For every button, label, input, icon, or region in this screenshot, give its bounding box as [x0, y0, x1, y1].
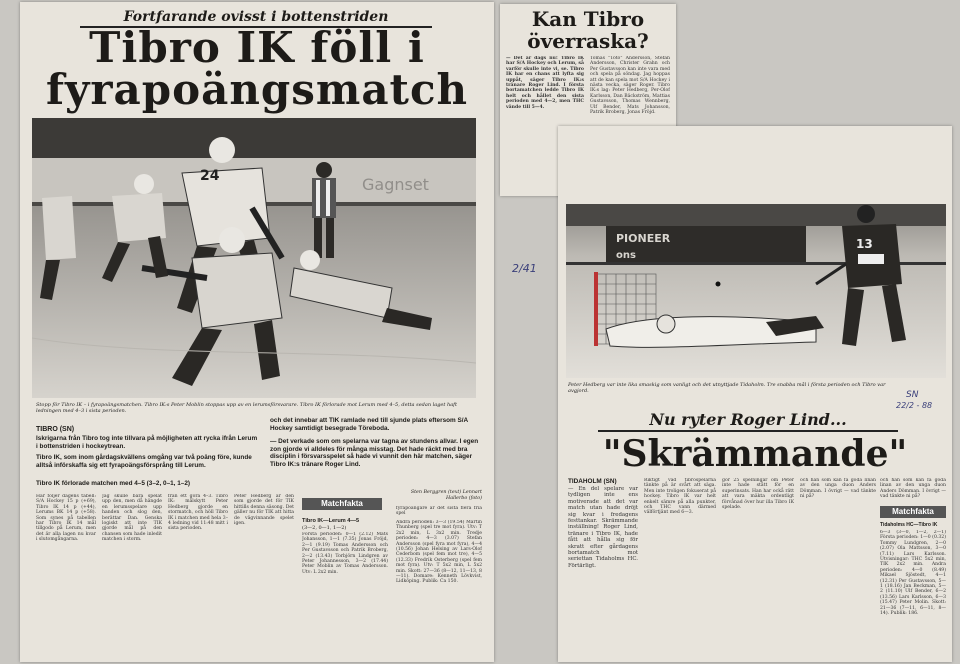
main-dateline: TIBRO (SN)	[36, 426, 75, 433]
main-column-5: fyrapoängare är det sista flera fria spel	[396, 506, 482, 516]
main-matchfakta-label: Matchfakta	[302, 498, 382, 510]
svg-text:24: 24	[200, 168, 220, 184]
svg-text:PIONEER: PIONEER	[616, 232, 671, 245]
main-headline-line1: Tibro IK föll i	[89, 23, 425, 72]
main-stats-body-2: Andra perioden: 3—3 (19.54) Martin Thunberg (spel tre mot fyra). Utv: T 2x2 min, L 3x2 min. Tredje perioden: 4—3 (3.07) Stefan Andersson (spel fyra mot fyra), 4—4 (10.56) Johan Helsing av Lars-Olof Cederbom (spel fem mot tre), 4—5 (12.33) Fredrik Osterberg (spel fem mot fyra). Utv: T 5x2 min, L 5x2 min. Skott: 27—36 (8—12, 11—13, 8—11). Domare: Kenneth Lövkvist, Lidköping. Publik: Ca 150.	[396, 520, 482, 585]
right-hockey-photo	[566, 204, 946, 378]
main-lead-right: och det innebar att TIK ramlade ned till sjunde plats eftersom S/A Hockey samtidigt besegrade Töreboda.	[270, 417, 468, 432]
svg-text:13: 13	[856, 237, 873, 251]
small-column-1: — Det är dags nu! Tibro IK har S/A Hockey och Lerum, så varför skulle inte vi, se. Tibro IK har en chans att lyfta sig uppåt, säger Tibro IK:s tränare Roger Lind. I första bortamatchen ledde Tibro IK helt och hållet den sista perioden med 4—2, men THC vände till 5—4.	[506, 56, 584, 110]
handwritten-page-number: 2/41	[512, 262, 537, 275]
main-stats-periods: (3—2, 0—1, 1—2)	[302, 525, 347, 531]
main-hockey-photo	[32, 118, 476, 398]
main-photo-caption: Stopp för Tibro IK – i fyrapoängsmatchen. Tibro IK:s Peter Moblin stoppas upp av en lerumsförsvarare. Tibro IK förlorade mot Lerum med 4–5, detta sedan laget haft ledningen med 4–3 i sista perioden.	[36, 402, 458, 414]
right-column-2: Riktigt vad tibrospelarna tänkte på är svårt att säga. Men inte troligen fokuserat på hockey. Tibro IK var helt enkelt sämre på alla punkter, och THC vann därmed välförtjänt med 6—3.	[644, 478, 716, 516]
hockey-photo-image	[32, 118, 476, 398]
right-kicker: Nu ryter Roger Lind...	[598, 410, 898, 432]
right-stats-body: 6—3 (3—0, 1—2, 2—1) Första perioden: 1—0 (0.32) Tommy Lundgren, 2—0 (2.07) Ola Mattsson, 3—0 (7.11) Lars Karlsson. Utvisningar: THC 5x2 min, TIK 2x2 min. Andra perioden: 4—0 (8.49) Mikael Sjöstedt, 4—1 (12.31) Per Gustavsson, 5—1 (18.16) Jan Beckman, 5—2 (11.10) Ulf Bender, 6—2 (13.56) Lars Karlsson, 6—3 (15.47) Peter Molin. Skott: 21—36 (7—11, 6—11, 8—14). Publik: 186.	[880, 530, 946, 617]
right-column-5: och han som kan få goda linan av den unga duon Anders Dömman. I övrigt — vad tänkte ni på?	[880, 478, 946, 500]
main-article-clipping	[20, 2, 494, 662]
main-stats-title: Tibro IK—Lerum 4—5	[302, 518, 360, 524]
main-kicker: Fortfarande ovisst i bottenstriden	[80, 8, 432, 28]
svg-text:ons: ons	[616, 250, 636, 261]
main-lead-3: Tibro IK förlorade matchen med 4–5 (3–2, 0–1, 1–2)	[36, 480, 191, 487]
handwritten-date-bottom-1: SN	[906, 390, 919, 400]
right-headline: "Skrämmande"	[602, 433, 908, 475]
main-lead: Iskrigarna från Tibro tog inte tillvara på möjligheten att rycka ifrån Lerum i bottenstriden i hockeytrean.	[36, 435, 258, 450]
main-stats-body: Första perioden: 0—1 (2.12) Mats Johansson, 1—1 (7.35) Jonas Fröjd, 2—1 (9.19) Tomas Andersson och Per Gustavsson och Patrik Broberg, 2—2 (13.43) Torbjörn Lindgren av Peter Johannesson, 3—2 (17.44) Peter Moblin av Tomas Andersson. Utv: L 2x2 min.	[302, 532, 388, 575]
main-column-2: Jag skulle bara spelat upp den, men då hängde en lerumsspelare upp handen och slog den, berättar Dan. Genska logiskt att inte TIK gjorde mål på den chansen som hade inledit matchen i storm.	[102, 494, 162, 543]
main-lead-right-2: — Det verkade som om spelarna var tagna av stundens allvar. I egen zon gjorde vi alldeles för många misstag. Det hade räckt med bra disciplin i försvarsspelet så hade vi vunnit den här matchen, säger Tibro IK:s tränare Roger Lind.	[270, 438, 479, 468]
right-dateline: TIDAHOLM (SN)	[568, 478, 617, 485]
small-headline-line1: Kan Tibro	[531, 7, 645, 31]
right-stats-title: Tidaholms HC—Tibro IK	[880, 522, 938, 528]
main-column-1: Här följer dagens tabell: S/A Hockey 15 p (+69), Tibro IK 14 p (+44), Lerums BK 14 p (+58). Som synes på tabellen har Tibro IK 14 mål tillgodo på Lerum, men det är alla lagen nu kvar i slutomgångarna.	[36, 494, 96, 543]
main-column-3: från ett göra 4–3. Tibro IK: målskytt Peter Hedberg gjorde en stormatch, och höll Tibro IK i matchen med hela 3–4 ledning vid 11:48 mitt i sista perioden.	[168, 494, 228, 532]
right-column-1: — En del spelare var tydligen inte ens motiverade att det var match utan hade dröjt sig kvar i fredagens festtankar. Skrämmande inställning! Roger Lind, tränare i Tibro IK, hade fått att hålla sig för skratt efter gårdagens bortamatch mot seriettan Tidaholms HC. Förtärligt.	[568, 486, 638, 569]
main-headline-line2: fyrapoängsmatch	[45, 65, 469, 114]
right-article-clipping	[558, 126, 952, 662]
main-column-4: Peter Hedberg är den som gjorde det för TIK hittills denna säsong. Det gäller nu för TIK att hitta de vägvinnande spelet igen.	[234, 494, 294, 527]
right-matchfakta-label: Matchfakta	[880, 506, 946, 518]
right-photo-caption: Peter Hedberg var inte lika smaskig som vanligt och det utnyttjade Tidaholm. Tre snabba mål i första perioden och Tibro var avgjord.	[568, 382, 886, 394]
handwritten-date-bottom-2: 22/2 - 88	[896, 401, 933, 410]
small-headline-line2: överraska?	[527, 29, 649, 53]
main-byline: Sten Berggren (text) Lennart Hallerbo (foto)	[410, 490, 482, 501]
goal-save-photo-image	[566, 204, 946, 378]
main-lead-2: Tibro IK, som inom gårdagskvällens omgång var två poäng före, kunde alltså införskaffa sig ett fyrapoängsförsprång till Lerum.	[36, 454, 252, 469]
right-column-3: gör 25 spelningar om Peter inte hade stått för en superinsats. Han har ockå rätt att vara mäkta ordentligt förvånad över hur illa Tibro IK spelade.	[722, 478, 794, 511]
svg-text:Gagnset: Gagnset	[362, 175, 429, 194]
small-column-2: Tomas "Toto" Andersson, Stefan Andersson, Christer Grahn och Per Gustavsson kan inte vara med och spela på söndag. Jag hoppas att de kan spela mot S/A Hockey i nästa vecka, säger Roger. Tibro IK:s lag: Peter Hedberg, Per-Olof Karlsson, Dan Bäckström, Mattias Gustavsson, Thomas Wennberg, Ulf Bender, Mats Johansson, Patrik Broberg, Jonas Fröjd.	[590, 56, 670, 116]
right-column-4: och han som kan få goda linan av den unga duon Anders Dömman. I övrigt — vad tänkte ni på?	[800, 478, 876, 500]
